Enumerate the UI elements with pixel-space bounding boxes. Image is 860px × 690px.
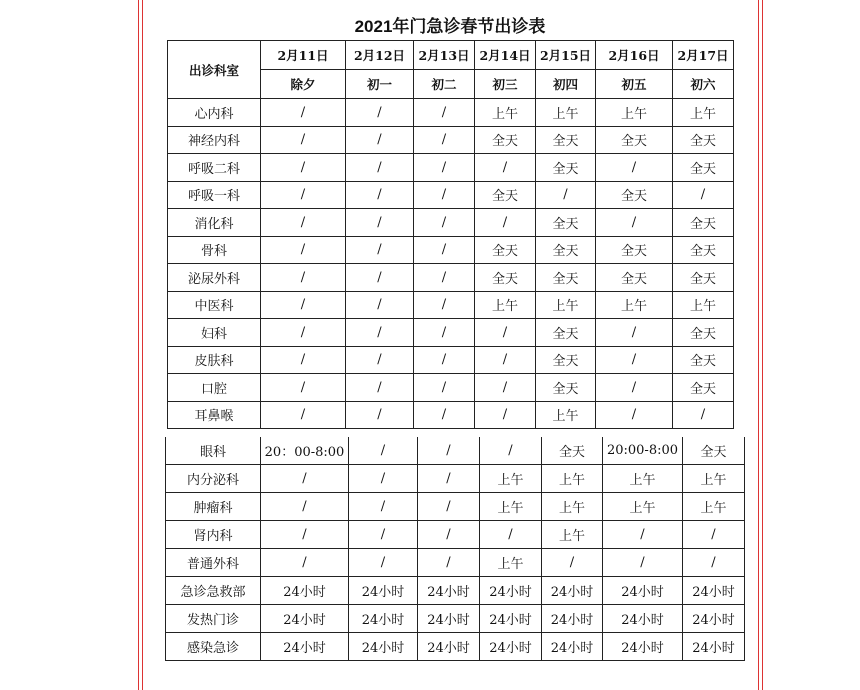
schedule-cell: 24小时 — [683, 577, 745, 605]
schedule-cell: / — [349, 437, 418, 465]
schedule-cell: 上午 — [536, 99, 596, 127]
schedule-cell: / — [261, 549, 349, 577]
schedule-cell: 全天 — [536, 374, 596, 402]
schedule-cell: / — [346, 264, 414, 292]
dept-cell: 呼吸二科 — [168, 154, 261, 182]
table-row — [168, 154, 734, 182]
schedule-cell: / — [603, 521, 683, 549]
date-header: 2月16日 — [596, 41, 673, 70]
table-row — [168, 236, 734, 264]
dept-cell: 心内科 — [168, 99, 261, 127]
schedule-cell: 上午 — [542, 521, 603, 549]
schedule-cell: / — [414, 126, 475, 154]
schedule-cell: 全天 — [596, 126, 673, 154]
day-header: 初三 — [475, 70, 536, 99]
schedule-cell: 全天 — [475, 264, 536, 292]
dept-cell: 内分泌科 — [166, 465, 261, 493]
schedule-cell: / — [475, 154, 536, 182]
table-row — [168, 346, 734, 374]
schedule-cell: / — [261, 236, 346, 264]
dept-cell: 眼科 — [166, 437, 261, 465]
schedule-cell: / — [673, 401, 734, 429]
table-row — [168, 374, 734, 402]
table-row — [166, 577, 745, 605]
schedule-cell: / — [261, 264, 346, 292]
schedule-cell: / — [596, 374, 673, 402]
schedule-cell: / — [346, 346, 414, 374]
schedule-cell: 24小时 — [349, 605, 418, 633]
schedule-cell: / — [414, 99, 475, 127]
schedule-cell: / — [542, 549, 603, 577]
schedule-cell: / — [418, 493, 480, 521]
schedule-cell: / — [414, 346, 475, 374]
schedule-cell: / — [346, 99, 414, 127]
schedule-cell: / — [261, 154, 346, 182]
dept-cell: 泌尿外科 — [168, 264, 261, 292]
schedule-cell: / — [414, 181, 475, 209]
dept-cell: 呼吸一科 — [168, 181, 261, 209]
schedule-cell: 20:00-8:00 — [603, 437, 683, 465]
schedule-cell: 上午 — [542, 493, 603, 521]
schedule-cell: / — [475, 401, 536, 429]
schedule-cell: / — [261, 209, 346, 237]
schedule-cell: 24小时 — [480, 605, 542, 633]
table-row — [168, 264, 734, 292]
dept-cell: 消化科 — [168, 209, 261, 237]
dept-cell: 急诊急救部 — [166, 577, 261, 605]
schedule-cell: / — [418, 465, 480, 493]
schedule-cell: 24小时 — [418, 605, 480, 633]
schedule-cell: 全天 — [536, 236, 596, 264]
schedule-cell: / — [418, 521, 480, 549]
schedule-cell: 上午 — [683, 493, 745, 521]
schedule-cell: / — [261, 99, 346, 127]
schedule-cell: / — [261, 465, 349, 493]
schedule-cell: / — [261, 346, 346, 374]
table-row — [168, 209, 734, 237]
schedule-table — [167, 40, 734, 429]
table-row — [166, 465, 745, 493]
margin-line — [762, 0, 763, 690]
schedule-cell: / — [346, 181, 414, 209]
schedule-cell: / — [418, 437, 480, 465]
schedule-cell: 上午 — [536, 401, 596, 429]
schedule-cell: / — [346, 236, 414, 264]
schedule-cell: 24小时 — [603, 633, 683, 661]
date-header: 2月12日 — [346, 41, 414, 70]
schedule-cell: / — [536, 181, 596, 209]
table-row — [168, 126, 734, 154]
schedule-cell: 全天 — [673, 319, 734, 347]
schedule-cell: 全天 — [596, 236, 673, 264]
schedule-cell: 上午 — [673, 99, 734, 127]
dept-cell: 骨科 — [168, 236, 261, 264]
schedule-cell: / — [475, 319, 536, 347]
schedule-cell: 全天 — [536, 264, 596, 292]
schedule-cell: 全天 — [683, 437, 745, 465]
day-header: 初二 — [414, 70, 475, 99]
schedule-cell: 全天 — [475, 126, 536, 154]
schedule-cell: 上午 — [683, 465, 745, 493]
schedule-cell: / — [596, 401, 673, 429]
date-header: 2月15日 — [536, 41, 596, 70]
table-row — [166, 437, 745, 465]
schedule-cell: / — [261, 401, 346, 429]
dept-cell: 妇科 — [168, 319, 261, 347]
table-row — [166, 605, 745, 633]
table-row — [168, 181, 734, 209]
schedule-cell: / — [475, 209, 536, 237]
schedule-cell: 全天 — [596, 264, 673, 292]
schedule-cell: / — [261, 319, 346, 347]
schedule-cell: 24小时 — [542, 577, 603, 605]
schedule-cell: 24小时 — [542, 605, 603, 633]
schedule-cell: 上午 — [480, 493, 542, 521]
schedule-cell: / — [349, 549, 418, 577]
schedule-cell: 24小时 — [480, 577, 542, 605]
dept-cell: 发热门诊 — [166, 605, 261, 633]
schedule-cell: / — [261, 126, 346, 154]
schedule-cell: 上午 — [536, 291, 596, 319]
table-row — [166, 549, 745, 577]
table-row — [166, 521, 745, 549]
schedule-cell: / — [346, 154, 414, 182]
day-header: 除夕 — [261, 70, 346, 99]
schedule-cell: / — [261, 374, 346, 402]
schedule-cell: 全天 — [536, 346, 596, 374]
schedule-cell: / — [349, 493, 418, 521]
margin-line — [138, 0, 139, 690]
schedule-cell: 20：00-8:00 — [261, 437, 349, 465]
table-row — [166, 493, 745, 521]
schedule-cell: / — [261, 181, 346, 209]
schedule-cell: 全天 — [673, 264, 734, 292]
schedule-cell: / — [414, 319, 475, 347]
schedule-cell: 上午 — [603, 465, 683, 493]
day-header: 初六 — [673, 70, 734, 99]
schedule-cell: / — [475, 346, 536, 374]
schedule-cell: 24小时 — [480, 633, 542, 661]
date-header: 2月13日 — [414, 41, 475, 70]
schedule-cell: 24小时 — [261, 605, 349, 633]
schedule-cell: 24小时 — [542, 633, 603, 661]
schedule-cell: / — [346, 319, 414, 347]
day-header: 初四 — [536, 70, 596, 99]
schedule-cell: 上午 — [475, 99, 536, 127]
schedule-cell: 全天 — [673, 154, 734, 182]
schedule-cell: 24小时 — [603, 605, 683, 633]
schedule-cell: 24小时 — [349, 577, 418, 605]
dept-cell: 中医科 — [168, 291, 261, 319]
schedule-cell: / — [346, 126, 414, 154]
dept-cell: 耳鼻喉 — [168, 401, 261, 429]
schedule-cell: / — [414, 374, 475, 402]
dept-cell: 感染急诊 — [166, 633, 261, 661]
dept-header: 出诊科室 — [168, 41, 261, 99]
schedule-cell: / — [596, 154, 673, 182]
schedule-cell: / — [475, 374, 536, 402]
schedule-cell: / — [346, 374, 414, 402]
schedule-cell: 全天 — [536, 209, 596, 237]
day-header: 初五 — [596, 70, 673, 99]
schedule-cell: 上午 — [480, 549, 542, 577]
dept-cell: 普通外科 — [166, 549, 261, 577]
dept-cell: 神经内科 — [168, 126, 261, 154]
margin-line — [758, 0, 759, 690]
schedule-cell: 全天 — [673, 209, 734, 237]
schedule-cell: / — [418, 549, 480, 577]
schedule-cell: 全天 — [536, 319, 596, 347]
dept-cell: 口腔 — [168, 374, 261, 402]
date-header: 2月14日 — [475, 41, 536, 70]
schedule-cell: / — [673, 181, 734, 209]
schedule-cell: / — [261, 493, 349, 521]
schedule-cell: 上午 — [480, 465, 542, 493]
day-header: 初一 — [346, 70, 414, 99]
schedule-cell: 全天 — [673, 236, 734, 264]
table-row — [168, 99, 734, 127]
schedule-cell: 全天 — [596, 181, 673, 209]
schedule-cell: 24小时 — [418, 577, 480, 605]
schedule-cell: 上午 — [475, 291, 536, 319]
date-header: 2月17日 — [673, 41, 734, 70]
schedule-cell: / — [596, 319, 673, 347]
dept-cell: 皮肤科 — [168, 346, 261, 374]
schedule-cell: 全天 — [542, 437, 603, 465]
schedule-cell: / — [414, 236, 475, 264]
schedule-cell: 全天 — [475, 181, 536, 209]
schedule-cell: / — [683, 521, 745, 549]
dept-cell: 肿瘤科 — [166, 493, 261, 521]
schedule-cell: 24小时 — [261, 633, 349, 661]
page-title: 2021年门急诊春节出诊表 — [354, 17, 546, 36]
schedule-cell: 24小时 — [683, 633, 745, 661]
schedule-cell: / — [261, 291, 346, 319]
schedule-cell: / — [596, 346, 673, 374]
date-header: 2月11日 — [261, 41, 346, 70]
schedule-cell: / — [346, 401, 414, 429]
schedule-cell: / — [683, 549, 745, 577]
schedule-cell: 24小时 — [683, 605, 745, 633]
schedule-cell: / — [414, 264, 475, 292]
schedule-cell: 全天 — [673, 346, 734, 374]
schedule-cell: 全天 — [673, 126, 734, 154]
schedule-cell: 全天 — [536, 126, 596, 154]
margin-line — [142, 0, 143, 690]
schedule-cell: / — [596, 209, 673, 237]
table-row — [168, 319, 734, 347]
schedule-cell: / — [349, 521, 418, 549]
schedule-cell: 全天 — [536, 154, 596, 182]
schedule-cell: 全天 — [475, 236, 536, 264]
schedule-cell: / — [480, 437, 542, 465]
schedule-cell: / — [261, 521, 349, 549]
table-row — [166, 633, 745, 661]
schedule-cell: 全天 — [673, 374, 734, 402]
schedule-cell: 上午 — [596, 99, 673, 127]
schedule-cell: 24小时 — [603, 577, 683, 605]
schedule-cell: / — [414, 291, 475, 319]
schedule-table-continued — [165, 437, 745, 661]
schedule-cell: 上午 — [603, 493, 683, 521]
schedule-cell: / — [414, 154, 475, 182]
schedule-cell: 24小时 — [261, 577, 349, 605]
table-row — [168, 401, 734, 429]
schedule-cell: / — [414, 209, 475, 237]
schedule-cell: / — [346, 209, 414, 237]
schedule-cell: / — [414, 401, 475, 429]
schedule-cell: / — [480, 521, 542, 549]
table-row — [168, 291, 734, 319]
schedule-cell: 24小时 — [349, 633, 418, 661]
schedule-cell: 上午 — [673, 291, 734, 319]
schedule-cell: / — [603, 549, 683, 577]
schedule-cell: / — [349, 465, 418, 493]
schedule-cell: 24小时 — [418, 633, 480, 661]
schedule-cell: / — [346, 291, 414, 319]
dept-cell: 肾内科 — [166, 521, 261, 549]
schedule-cell: 上午 — [596, 291, 673, 319]
schedule-cell: 上午 — [542, 465, 603, 493]
